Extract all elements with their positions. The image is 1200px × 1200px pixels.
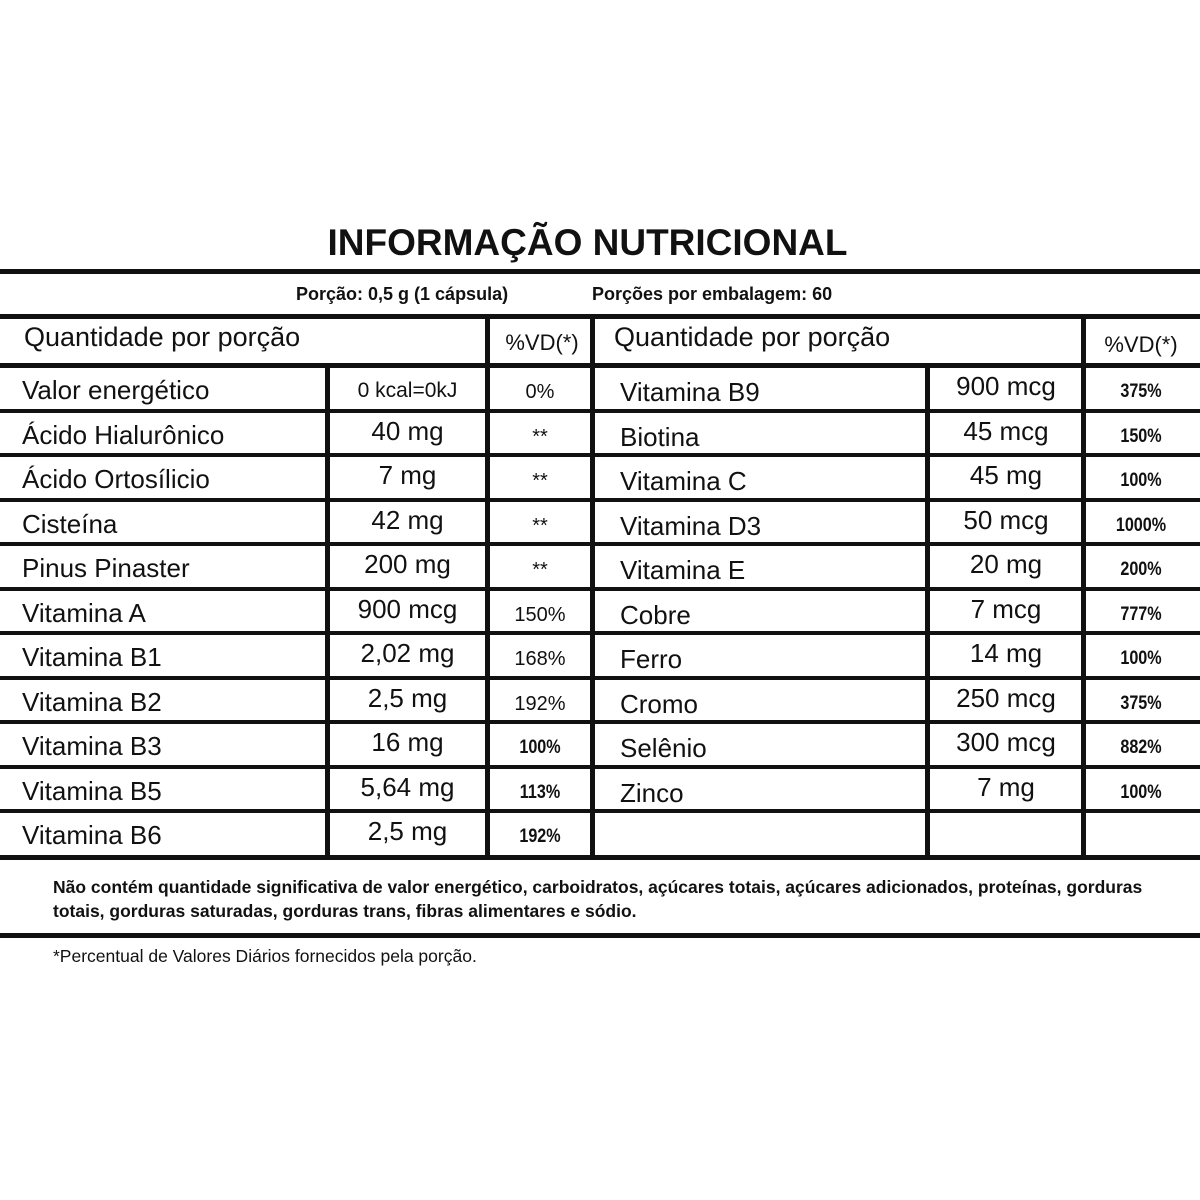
left-quantity-header: Quantidade por porção [24,322,301,352]
right-row-3-name: Vitamina D3 [620,510,762,541]
left-row-5-amount: 900 mcg [357,593,458,624]
left-row-3-amount: 42 mg [371,504,444,535]
left-row-10-vd: 192% [519,826,561,847]
right-row-8-vd: 882% [1120,737,1162,758]
right-row-4-amount: 20 mg [969,549,1043,579]
right-row-8-name: Selênio [620,733,707,763]
bottom-rule [0,933,1200,938]
right-row-6-name: Ferro [620,644,683,674]
right-row-1-name: Biotina [620,421,700,452]
left-row-7-name: Vitamina B2 [22,686,162,717]
right-row-5-name: Cobre [620,599,691,630]
right-vd-header: %VD(*) [1104,332,1178,357]
left-row-2-vd: ** [532,470,548,492]
left-row-8-vd: 100% [519,737,561,758]
left-row-0-vd: 0% [525,381,555,403]
left-row-1-amount: 40 mg [371,415,444,446]
right-row-7-vd: 375% [1120,692,1162,714]
not-significant-note: Não contém quantidade significativa de valor energético, carboidratos, açúcares totais, açúcares adicionados, proteínas, gorduras totais, gorduras saturadas, gorduras trans, fibras alimentares e sódio. [53,877,1143,921]
right-row-4-vd: 200% [1120,559,1162,580]
right-row-7-name: Cromo [620,688,699,719]
right-row-2-vd: 100% [1120,470,1162,491]
daily-value-footnote: *Percentual de Valores Diários fornecidos pela porção. [53,946,477,966]
left-row-5-vd: 150% [514,603,566,626]
left-row-2-name: Ácido Ortosílicio [22,464,210,494]
right-row-2-name: Vitamina C [620,466,747,496]
left-row-6-vd: 168% [514,648,566,670]
right-row-0-name: Vitamina B9 [620,377,760,407]
right-row-0-vd: 375% [1120,381,1162,402]
right-row-3-vd: 1000% [1115,514,1167,536]
left-row-6-amount: 2,02 mg [360,638,455,668]
right-row-6-amount: 14 mg [969,638,1043,668]
right-row-3-amount: 50 mcg [963,504,1049,535]
right-row-7-amount: 250 mcg [956,682,1056,713]
right-row-1-amount: 45 mcg [963,415,1049,446]
serving-size: Porção: 0,5 g (1 cápsula) [296,284,509,304]
left-row-3-vd: ** [532,514,548,537]
page-title: INFORMAÇÃO NUTRICIONAL [327,222,848,263]
left-row-0-name: Valor energético [22,375,210,405]
left-row-8-amount: 16 mg [371,727,444,757]
left-row-9-amount: 5,64 mg [360,771,455,802]
header-divider-line [0,363,1200,368]
left-row-0-amount: 0 kcal=0kJ [357,379,458,402]
row-divider-line [0,631,1200,635]
right-row-9-vd: 100% [1120,781,1162,803]
right-row-8-amount: 300 mcg [956,727,1056,757]
right-row-6-vd: 100% [1120,648,1162,669]
left-vd-header: %VD(*) [505,330,579,355]
top-rule [0,269,1200,274]
right-row-9-name: Zinco [620,777,684,808]
left-row-9-vd: 113% [519,781,561,803]
row-divider-line [0,720,1200,724]
left-row-7-vd: 192% [514,692,566,715]
row-divider-line [0,498,1200,502]
left-row-7-amount: 2,5 mg [367,682,448,713]
left-row-1-vd: ** [532,425,548,448]
left-row-2-amount: 7 mg [378,460,437,490]
table-top-line [0,314,1200,319]
left-row-6-name: Vitamina B1 [22,642,162,672]
row-divider-line [0,409,1200,413]
servings-per-package: Porções por embalagem: 60 [592,284,833,304]
portion-info [0,284,1200,314]
right-quantity-header: Quantidade por porção [614,322,891,352]
row-divider-line [0,765,1200,769]
right-row-2-amount: 45 mg [969,460,1043,490]
right-row-4-name: Vitamina E [620,555,746,585]
left-row-4-amount: 200 mg [364,549,451,579]
left-row-8-name: Vitamina B3 [22,731,162,761]
table-bottom-line [0,855,1200,860]
row-divider-line [0,587,1200,591]
right-row-5-amount: 7 mcg [970,593,1042,624]
row-divider-line [0,809,1200,813]
left-row-9-name: Vitamina B5 [22,775,162,806]
right-row-0-amount: 900 mcg [956,371,1056,401]
row-divider-line [0,542,1200,546]
row-divider-line [0,676,1200,680]
left-row-4-vd: ** [532,559,548,581]
left-row-10-name: Vitamina B6 [22,820,162,850]
right-row-9-amount: 7 mg [977,771,1035,802]
left-row-3-name: Cisteína [22,508,118,539]
row-divider-line [0,453,1200,457]
left-row-10-amount: 2,5 mg [367,816,448,846]
left-row-5-name: Vitamina A [22,597,146,628]
right-row-1-vd: 150% [1120,425,1162,447]
left-row-1-name: Ácido Hialurônico [22,419,225,450]
left-row-4-name: Pinus Pinaster [22,553,190,583]
col-divider-middle [590,314,595,857]
right-row-5-vd: 777% [1120,603,1162,625]
